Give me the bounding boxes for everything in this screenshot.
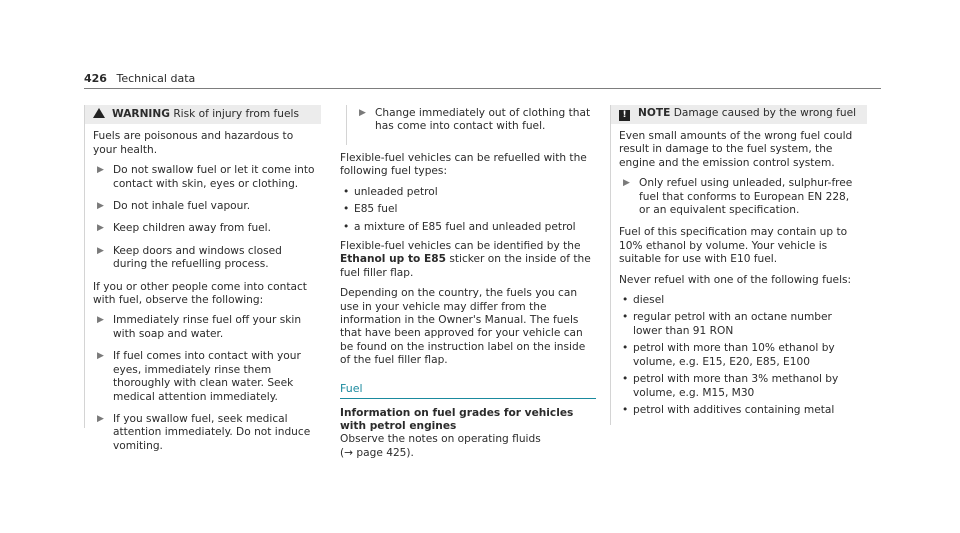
list-item-text: a mixture of E85 fuel and unleaded petrol	[354, 220, 576, 233]
step-text: Immediately rinse fuel off your skin with soap and water.	[113, 314, 302, 340]
spec-para1: Fuel of this specification may contain up to 10% ethanol by volume. Your vehicle is suitable for use with E10 fuel.	[619, 226, 848, 266]
warning-para2: If you or other people come into contact with fuel, observe the following:	[93, 280, 307, 307]
list-item	[340, 203, 596, 216]
note-step	[619, 177, 861, 217]
arrow-right-icon: ▶	[97, 245, 104, 256]
arrow-right-icon: ▶	[97, 223, 104, 234]
bullet-dot-icon: •	[622, 403, 629, 416]
warning-step	[93, 350, 315, 404]
step-text: Change immediately out of clothing that has come into contact with fuel.	[375, 107, 591, 133]
arrow-right-icon: ▶	[623, 178, 630, 189]
fuel-subtitle: Information on fuel grades for vehicles with petrol engines	[340, 407, 574, 433]
page-number: 426	[84, 72, 107, 85]
ident-sticker-label: Ethanol up to E85	[340, 253, 446, 266]
observe-text: Observe the notes on operating fluids	[340, 433, 541, 446]
warning-box-continued	[346, 105, 597, 145]
note-keyword: NOTE	[638, 107, 671, 119]
arrow-right-icon: ▶	[97, 413, 104, 424]
arrow-right-icon: ▶	[97, 165, 104, 176]
fuel-type-list	[340, 186, 596, 234]
note-exclamation-icon: !	[619, 110, 630, 121]
list-item	[340, 221, 596, 234]
fuel-observe-note	[340, 433, 596, 460]
list-item-text: E85 fuel	[354, 203, 398, 216]
arrow-right-icon: ▶	[359, 108, 366, 118]
warning-title: Risk of injury from fuels	[173, 108, 299, 120]
bullet-dot-icon: •	[622, 373, 629, 386]
list-item-text: unleaded petrol	[354, 185, 438, 198]
header-rule	[84, 88, 881, 89]
ident-text: sticker on the inside of the fuel filler flap.	[340, 253, 591, 279]
warning-intro: Fuels are poisonous and hazardous to your health.	[93, 130, 294, 156]
list-item	[619, 311, 861, 338]
warning-step	[93, 314, 315, 341]
page-header	[84, 72, 195, 85]
fuel-section-title: Fuel	[340, 382, 596, 399]
warning-step	[93, 413, 315, 453]
step-text: Keep children away from fuel.	[113, 222, 271, 235]
list-item	[619, 294, 861, 307]
list-item-text: petrol with more than 3% methanol by volume, e.g. M15, M30	[633, 373, 839, 399]
bullet-dot-icon: •	[343, 203, 350, 216]
list-item-text: regular petrol with an octane number lower than 91 RON	[633, 311, 832, 337]
list-item-text: petrol with more than 10% ethanol by volume, e.g. E15, E20, E85, E100	[633, 342, 835, 368]
flexfuel-identification	[340, 240, 596, 280]
bullet-dot-icon: •	[343, 220, 350, 233]
flexfuel-intro: Flexible-fuel vehicles can be refuelled with the following fuel types:	[340, 152, 587, 178]
warning-box	[84, 105, 321, 452]
bullet-dot-icon: •	[343, 185, 350, 198]
warning-keyword: WARNING	[112, 108, 170, 120]
arrow-right-icon: ▶	[97, 315, 104, 326]
warning-header	[85, 105, 321, 124]
page-reference-link[interactable]: (→ page 425).	[340, 446, 414, 459]
bullet-dot-icon: •	[622, 311, 629, 324]
list-item	[619, 342, 861, 369]
note-body: Even small amounts of the wrong fuel could result in damage to the fuel system, the engine and the emission control system.	[619, 130, 853, 169]
spec-para2: Never refuel with one of the following fuels:	[619, 273, 852, 286]
step-text: Only refuel using unleaded, sulphur-free fuel that conforms to European EN 228, or an equivalent specification.	[639, 177, 853, 217]
note-title: Damage caused by the wrong fuel	[673, 107, 857, 119]
list-item	[619, 373, 861, 400]
step-text: If fuel comes into contact with your eyes, immediately rinse them thoroughly with clean water. Seek medical attention immediately.	[113, 350, 301, 403]
flexfuel-country-note: Depending on the country, the fuels you can use in your vehicle may differ from the information in the Owner's Manual. The fuels that have been approved for your vehicle can be found on the instruction label on the inside of the fuel filler flap.	[340, 287, 586, 367]
list-item-text: petrol with additives containing metal	[633, 403, 835, 416]
warning-step	[93, 200, 315, 213]
step-text: Keep doors and windows closed during the refuelling process.	[113, 244, 282, 271]
never-fuel-list	[619, 294, 861, 417]
flexfuel-section	[340, 152, 596, 460]
page-title: Technical data	[116, 72, 196, 85]
step-text: Do not inhale fuel vapour.	[113, 200, 251, 213]
ident-text: Flexible-fuel vehicles can be identified by the	[340, 240, 581, 253]
bullet-dot-icon: •	[622, 294, 629, 307]
list-item-text: diesel	[633, 294, 665, 307]
list-item	[340, 186, 596, 199]
note-header	[611, 105, 867, 124]
list-item	[619, 404, 861, 417]
warning-step	[93, 245, 315, 272]
warning-step	[355, 107, 591, 134]
arrow-right-icon: ▶	[97, 201, 104, 212]
warning-step	[93, 164, 315, 191]
bullet-dot-icon: •	[622, 342, 629, 355]
arrow-right-icon: ▶	[97, 351, 104, 362]
step-text: If you swallow fuel, seek medical attention immediately. Do not induce vomiting.	[113, 412, 311, 452]
warning-triangle-icon	[93, 108, 105, 118]
note-box	[610, 105, 867, 425]
step-text: Do not swallow fuel or let it come into contact with skin, eyes or clothing.	[113, 164, 315, 190]
warning-step	[93, 222, 315, 235]
